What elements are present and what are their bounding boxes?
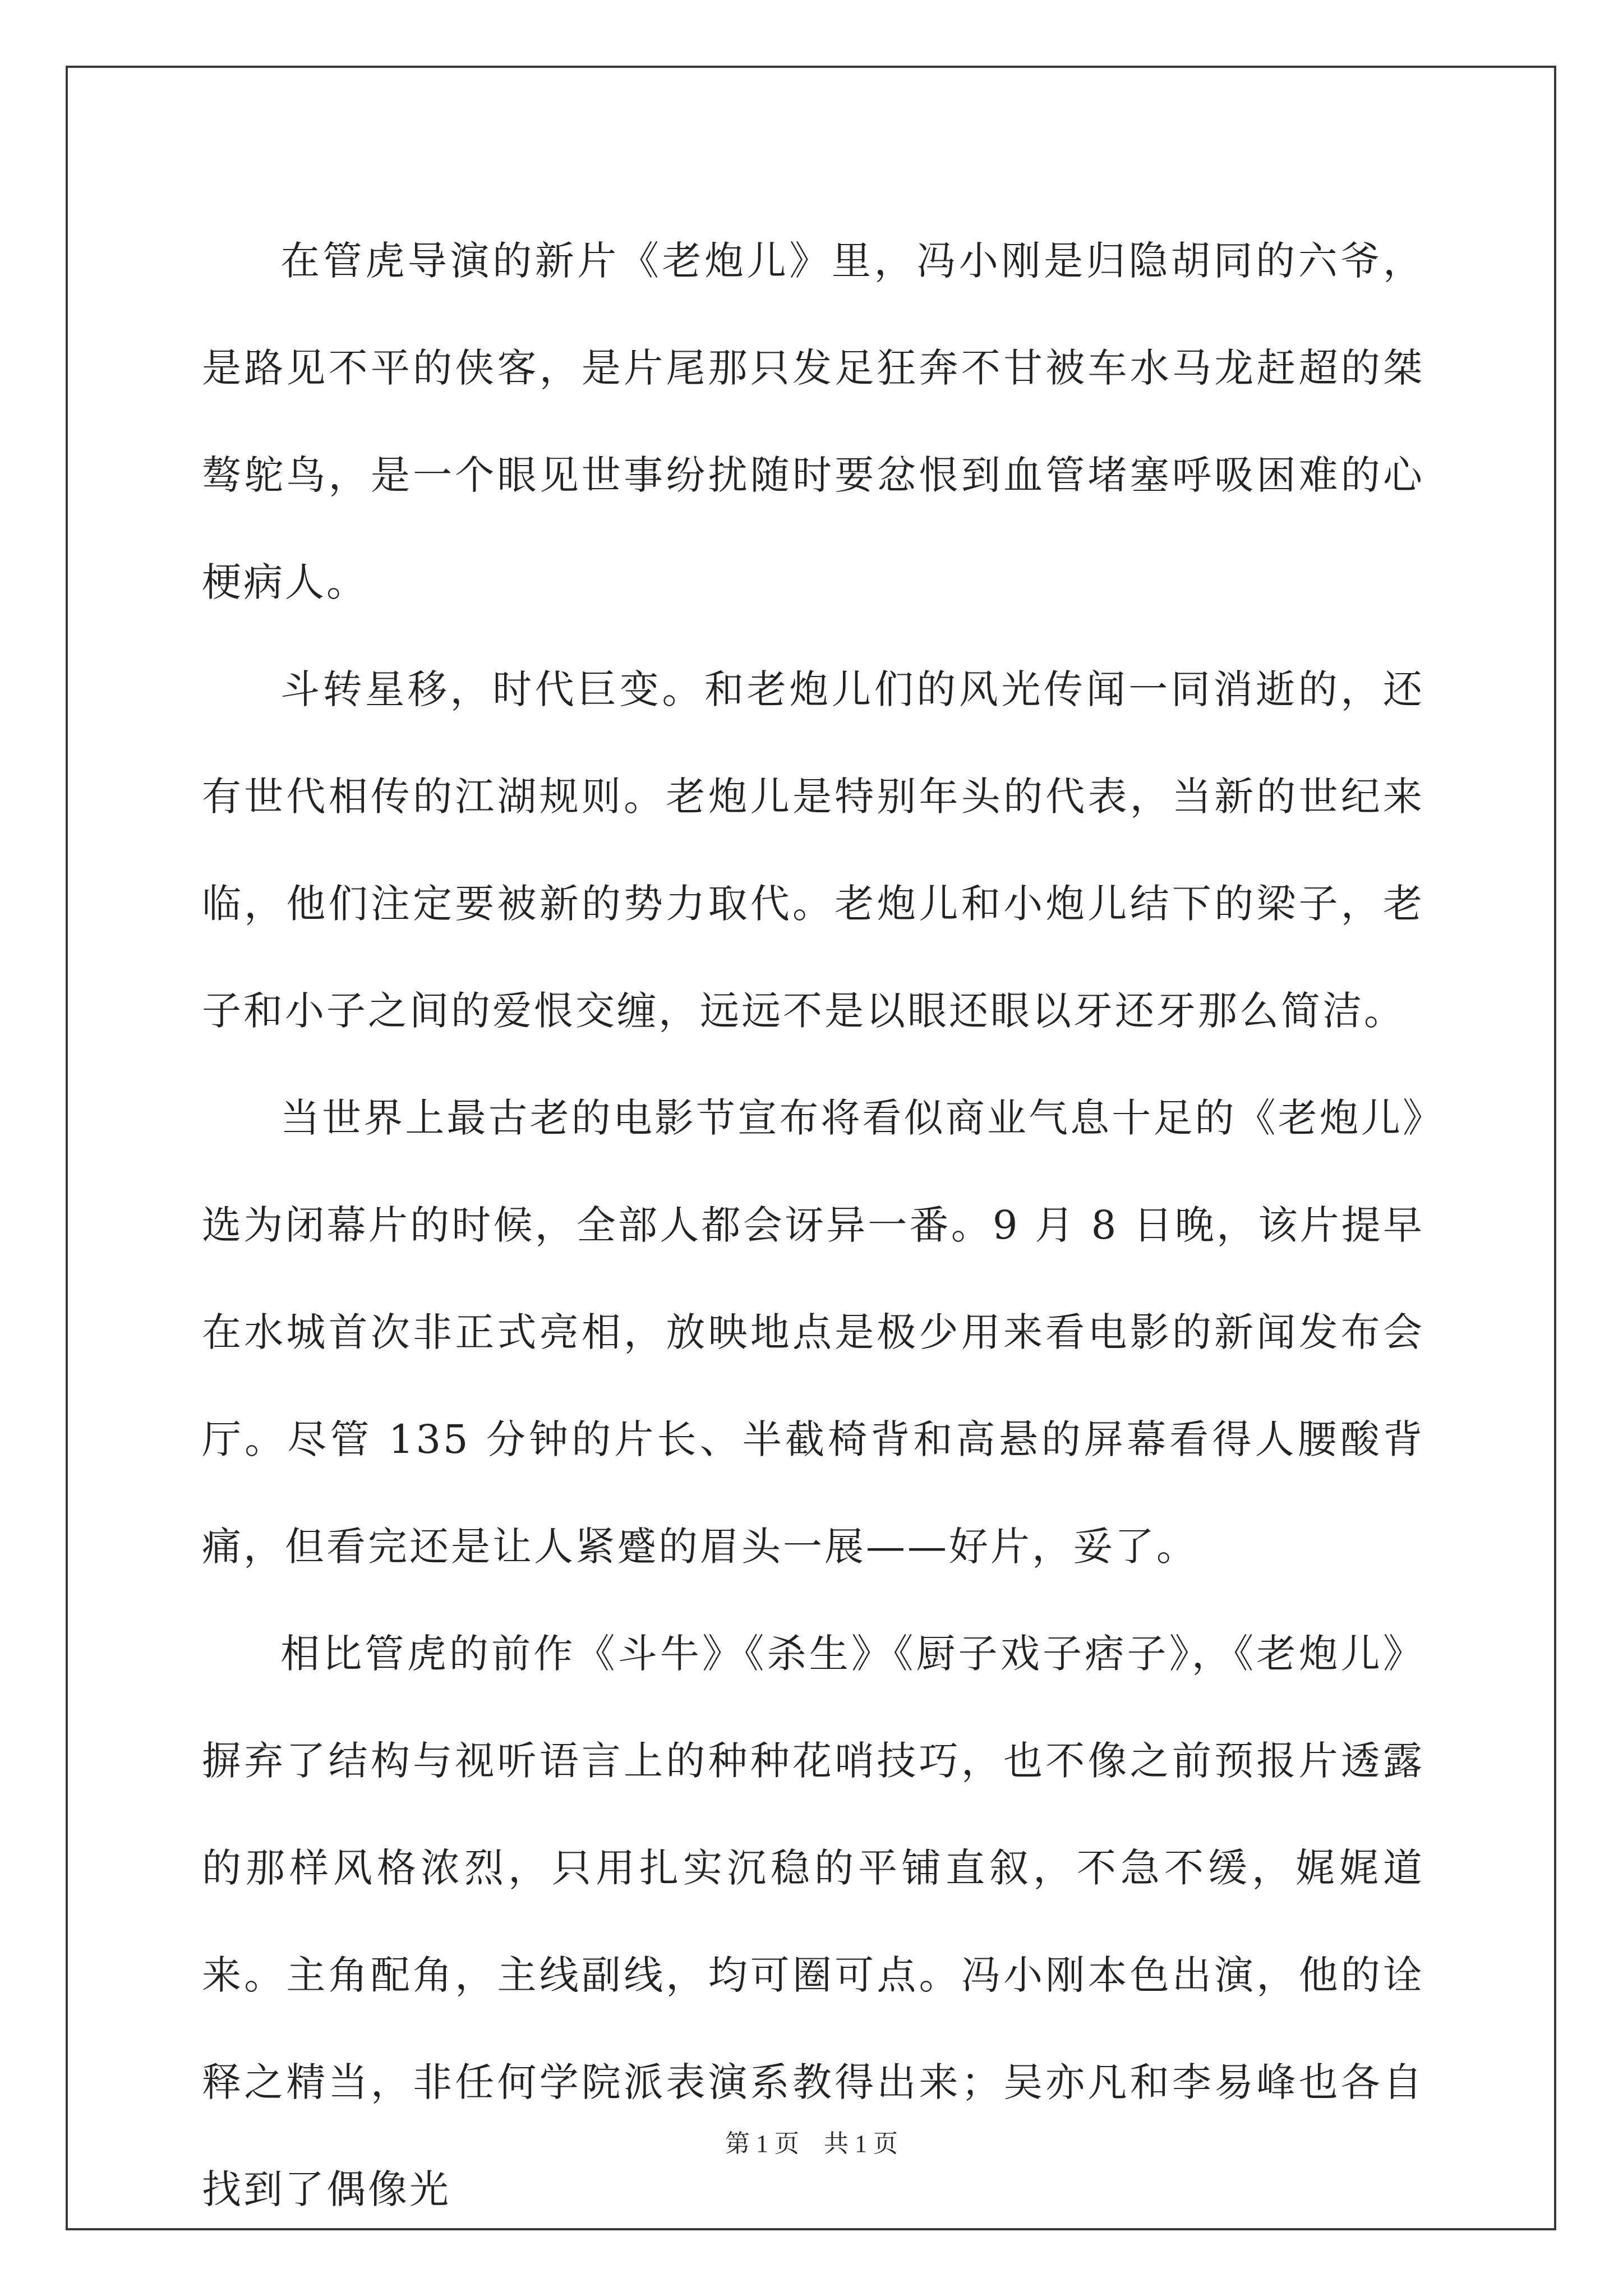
- page-footer: 第 1 页 共 1 页: [725, 2130, 898, 2157]
- paragraph: 在管虎导演的新片《老炮儿》里，冯小刚是归隐胡同的六爷，是路见不平的侠客，是片尾那只发足狂奔不甘被车水马龙赶超的桀骜鸵鸟，是一个眼见世事纷扰随时要忿恨到血管堵塞呼吸困难的心梗病人。: [202, 238, 1424, 605]
- document-body: [202, 208, 1424, 2243]
- paragraph: 相比管虎的前作《斗牛》《杀生》《厨子戏子痞子》，《老炮儿》摒弃了结构与视听语言上的种种花哨技巧，也不像之前预报片透露的那样风格浓烈，只用扎实沉稳的平铺直叙，不急不缓，娓娓道来。主角配角，主线副线，均可圈可点。冯小刚本色出演，他的诠释之精当，非任何学院派表演系教得出来；吴亦凡和李易峰也各自找到了偶像光: [202, 1631, 1424, 2212]
- paragraph: 当世界上最古老的电影节宣布将看似商业气息十足的《老炮儿》选为闭幕片的时候，全部人都会讶异一番。9 月 8 日晚，该片提早在水城首次非正式亮相，放映地点是极少用来看电影的新闻发布会厅。尽管 135 分钟的片长、半截椅背和高悬的屏幕看得人腰酸背痛，但看完还是让人紧蹙的眉头一展——好片，妥了。: [202, 1095, 1424, 1570]
- paragraph: 斗转星移，时代巨变。和老炮儿们的风光传闻一同消逝的，还有世代相传的江湖规则。老炮儿是特别年头的代表，当新的世纪来临，他们注定要被新的势力取代。老炮儿和小炮儿结下的梁子，老子和小子之间的爱恨交缠，远远不是以眼还眼以牙还牙那么简洁。: [202, 666, 1424, 1034]
